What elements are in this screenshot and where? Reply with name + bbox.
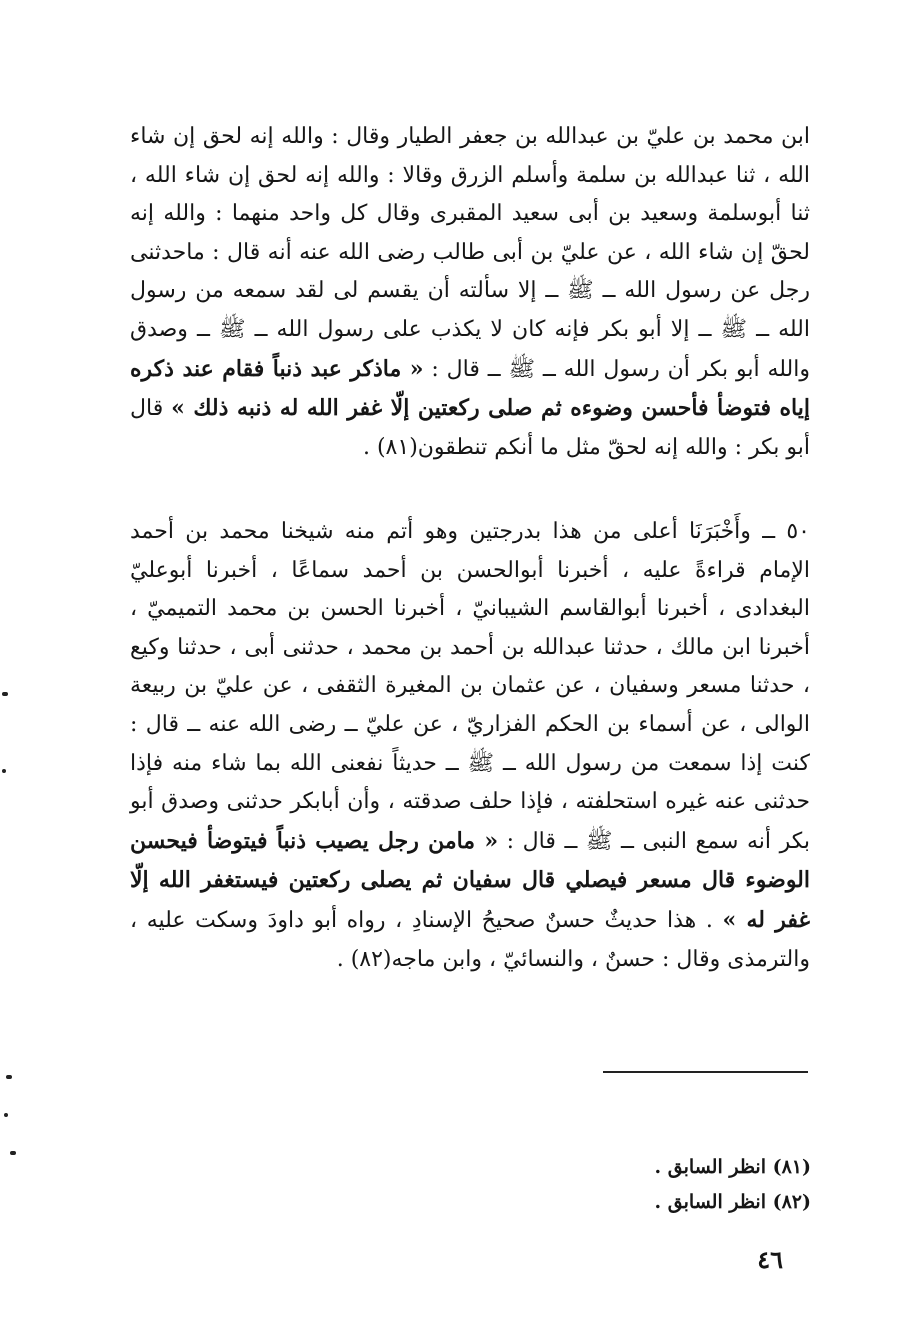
text-segment: قال أبو بكر : والله إنه لحقّ مثل ما أنكم تنطقون(٨١) . — [130, 396, 810, 460]
page-number: ٤٦ — [757, 1245, 783, 1274]
paragraph-2 — [130, 513, 810, 979]
paragraph-1 — [130, 118, 810, 467]
footnote-82: (٨٢) انظر السابق . — [654, 1191, 811, 1213]
scan-speck — [6, 1075, 12, 1079]
text-segment: . هذا حديثٌ حسنٌ صحيحُ الإسنادِ ، رواه أبو داودَ وسكت عليه ، والترمذى وقال : حسنٌ ، والنسائيّ ، وابن ماجه(٨٢) . — [130, 907, 810, 972]
hadith-quote: « مامن رجل يصيب ذنباً فيتوضأ فيحسن الوضوء قال مسعر فيصلي قال سفيان ثم يصلى ركعتين فيستغفر الله إلّا غفر له » — [130, 827, 810, 933]
text-segment: ابن محمد بن عليّ بن عبدالله بن جعفر الطيار وقال : والله إنه لحق إن شاء الله ، ثنا عبدالله بن سلمة وأسلم الزرق وقالا : والله إنه لحق إن شاء الله ، ثنا أبوسلمة وسعيد بن أبى سعيد المقبرى وقال كل واحد منهما : والله إنه لحقّ إن شاء الله ، عن عليّ بن أبى طالب رضى الله عنه أنه قال : ماحدثنى رجل عن رسول الله ــ ﷺ ــ إلا سألته أن يقسم لى لقد سمعه من رسول الله ــ ﷺ ــ إلا أبو بكر فإنه كان لا يكذب على رسول الله ــ ﷺ ــ وصدق والله أبو بكر أن رسول الله ــ ﷺ ــ قال : — [130, 124, 810, 382]
scan-speck — [4, 1113, 8, 1117]
hadith-quote: « ماذكر عبد ذنباً فقام عند ذكره إياه فتوضأ فأحسن وضوءه ثم صلى ركعتين إلّا غفر الله له ذنبه ذلك » — [130, 355, 810, 422]
footnote-81: (٨١) انظر السابق . — [654, 1156, 811, 1178]
footnote-divider — [603, 1071, 808, 1073]
scan-speck — [2, 692, 8, 696]
text-segment: ٥٠ ــ وأَخْبَرَنَا أعلى من هذا بدرجتين وهو أتم منه شيخنا محمد بن أحمد الإمام قراءةً عليه ، أخبرنا أبوالحسن بن أحمد سماعًا ، أخبرنا أبوعليّ البغدادى ، أخبرنا أبوالقاسم الشيبانيّ ، أخبرنا الحسن بن محمد التميميّ ، أخبرنا ابن مالك ، حدثنا عبدالله بن أحمد بن محمد ، حدثنى أبى ، حدثنا وكيع ، حدثنا مسعر وسفيان ، عن عثمان بن المغيرة الثقفى ، عن عليّ بن ربيعة الوالى ، عن أسماء بن الحكم الفزاريّ ، عن عليّ ــ رضى الله عنه ــ قال : كنت إذا سمعت من رسول الله ــ ﷺ ــ حديثاً نفعنى الله بما شاء منه فإذا حدثنى عنه غيره استحلفته ، فإذا حلف صدقته ، وأن أبابكر حدثنى وصدق أبو بكر أنه سمع النبى ــ ﷺ ــ قال : — [130, 519, 810, 854]
scan-speck — [2, 769, 6, 773]
scan-speck — [10, 1151, 16, 1155]
